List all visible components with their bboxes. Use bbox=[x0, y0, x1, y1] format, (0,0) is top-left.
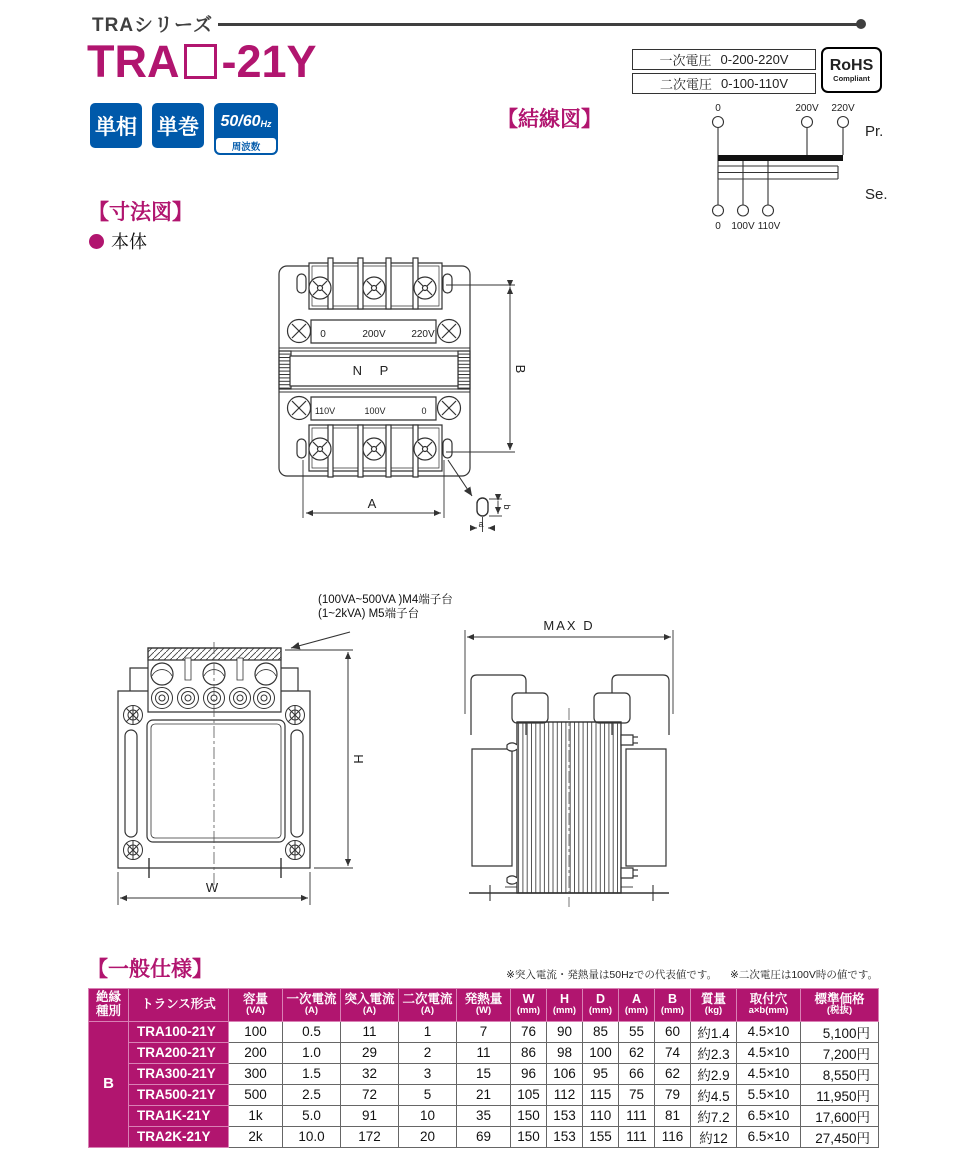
spec-cell: 69 bbox=[457, 1126, 511, 1147]
spec-cell: 5.0 bbox=[283, 1105, 341, 1126]
spec-cell: 35 bbox=[457, 1105, 511, 1126]
frequency-label: 周波数 bbox=[216, 138, 276, 153]
side-view-drawing bbox=[445, 616, 745, 911]
spec-cell: 106 bbox=[547, 1063, 583, 1084]
spec-cell: 11 bbox=[457, 1042, 511, 1063]
model-cell: TRA2K-21Y bbox=[129, 1126, 229, 1147]
wiring-heading: 【結線図】 bbox=[497, 108, 602, 131]
spec-cell: 約1.4 bbox=[691, 1021, 737, 1042]
spec-cell: 150 bbox=[511, 1126, 547, 1147]
spec-cell: 11,950円 bbox=[801, 1084, 879, 1105]
bottom-terminal-label-100v: 100V bbox=[364, 406, 386, 416]
spec-cell: 1.5 bbox=[283, 1063, 341, 1084]
top-terminal-label-0: 0 bbox=[320, 329, 326, 340]
spec-cell: 2.5 bbox=[283, 1084, 341, 1105]
spec-cell: 2 bbox=[399, 1042, 457, 1063]
spec-cell: 約2.3 bbox=[691, 1042, 737, 1063]
secondary-voltage-row bbox=[632, 73, 816, 94]
spec-cell: 111 bbox=[619, 1105, 655, 1126]
primary-voltage-label: 一次電圧 bbox=[659, 53, 712, 68]
spec-cell: 5.5×10 bbox=[737, 1084, 801, 1105]
wiring-top-terminal-220v: 220V bbox=[831, 103, 855, 114]
spec-cell: 81 bbox=[655, 1105, 691, 1126]
voltage-box bbox=[632, 49, 816, 97]
wiring-bottom-terminal-0: 0 bbox=[715, 221, 721, 232]
hole-a-label: a bbox=[478, 519, 484, 529]
spec-cell: 21 bbox=[457, 1084, 511, 1105]
spec-cell: 5,100円 bbox=[801, 1021, 879, 1042]
product-title-prefix: TRA bbox=[87, 36, 180, 87]
spec-cell: 55 bbox=[619, 1021, 655, 1042]
header-rule-dot bbox=[856, 19, 866, 29]
secondary-winding-label: Se. bbox=[865, 186, 888, 203]
hole-b-label: b bbox=[502, 504, 512, 510]
spec-col-header: 取付穴 a×b(mm) bbox=[737, 989, 801, 1022]
spec-cell: 7 bbox=[457, 1021, 511, 1042]
spec-cell: 75 bbox=[619, 1084, 655, 1105]
spec-cell: 27,450円 bbox=[801, 1126, 879, 1147]
spec-col-header: 質量 (kg) bbox=[691, 989, 737, 1022]
specs-note-1: ※突入電流・発熱量は50Hzでの代表値です。 bbox=[506, 969, 718, 981]
terminal-note: (100VA~500VA )M4端子台 (1~2kVA) M5端子台 bbox=[318, 594, 453, 620]
spec-col-header: 発熱量 (W) bbox=[457, 989, 511, 1022]
dim-h-label: H bbox=[351, 754, 366, 764]
product-title-suffix: -21Y bbox=[221, 36, 317, 87]
spec-cell: 116 bbox=[655, 1126, 691, 1147]
spec-col-header: トランス形式 bbox=[129, 989, 229, 1022]
spec-cell: 32 bbox=[341, 1063, 399, 1084]
top-terminal-label-220v: 220V bbox=[411, 329, 435, 340]
spec-cell: 96 bbox=[511, 1063, 547, 1084]
spec-col-header: A (mm) bbox=[619, 989, 655, 1022]
spec-cell: 1k bbox=[229, 1105, 283, 1126]
wiring-bottom-terminal-100v: 100V bbox=[731, 221, 755, 232]
spec-cell: 約7.2 bbox=[691, 1105, 737, 1126]
spec-cell: 60 bbox=[655, 1021, 691, 1042]
spec-cell: 95 bbox=[583, 1063, 619, 1084]
spec-cell: 200 bbox=[229, 1042, 283, 1063]
spec-cell: 150 bbox=[511, 1105, 547, 1126]
spec-cell: 17,600円 bbox=[801, 1105, 879, 1126]
top-terminal-label-200v: 200V bbox=[362, 329, 386, 340]
spec-cell: 153 bbox=[547, 1126, 583, 1147]
spec-cell: 2k bbox=[229, 1126, 283, 1147]
model-cell: TRA200-21Y bbox=[129, 1042, 229, 1063]
primary-winding-label: Pr. bbox=[865, 123, 884, 140]
wiring-top-terminal-200v: 200V bbox=[795, 103, 819, 114]
spec-cell: 79 bbox=[655, 1084, 691, 1105]
spec-table bbox=[88, 988, 879, 1148]
spec-cell: 11 bbox=[341, 1021, 399, 1042]
body-label-text: 本体 bbox=[111, 232, 147, 252]
spec-col-header: H (mm) bbox=[547, 989, 583, 1022]
wiring-diagram bbox=[695, 98, 895, 236]
spec-col-header: 二次電流 (A) bbox=[399, 989, 457, 1022]
spec-cell: 1 bbox=[399, 1021, 457, 1042]
product-title bbox=[87, 36, 317, 88]
spec-table-row bbox=[89, 1084, 879, 1105]
frequency-badge bbox=[214, 103, 278, 155]
spec-cell: 86 bbox=[511, 1042, 547, 1063]
spec-cell: 10.0 bbox=[283, 1126, 341, 1147]
spec-table-row bbox=[89, 1105, 879, 1126]
spec-table-row bbox=[89, 1021, 879, 1042]
spec-cell: 105 bbox=[511, 1084, 547, 1105]
spec-col-header: 突入電流 (A) bbox=[341, 989, 399, 1022]
specs-notes bbox=[440, 967, 878, 982]
spec-cell: 3 bbox=[399, 1063, 457, 1084]
insulation-class-cell: B bbox=[89, 1021, 129, 1147]
model-cell: TRA500-21Y bbox=[129, 1084, 229, 1105]
spec-table-row bbox=[89, 1126, 879, 1147]
spec-cell: 10 bbox=[399, 1105, 457, 1126]
bullet-icon bbox=[89, 234, 104, 249]
spec-table-row bbox=[89, 1063, 879, 1084]
spec-col-header: 容量 (VA) bbox=[229, 989, 283, 1022]
spec-cell: 98 bbox=[547, 1042, 583, 1063]
spec-cell: 7,200円 bbox=[801, 1042, 879, 1063]
spec-cell: 62 bbox=[655, 1063, 691, 1084]
spec-cell: 74 bbox=[655, 1042, 691, 1063]
spec-table-row bbox=[89, 1042, 879, 1063]
spec-col-header: 絶縁 種別 bbox=[89, 989, 129, 1022]
spec-col-header: 標準価格 (税抜) bbox=[801, 989, 879, 1022]
specs-heading: 【一般仕様】 bbox=[87, 958, 213, 981]
spec-cell: 112 bbox=[547, 1084, 583, 1105]
bottom-terminal-label-110v: 110V bbox=[314, 406, 336, 416]
dim-a-label: A bbox=[367, 496, 377, 511]
spec-cell: 約2.9 bbox=[691, 1063, 737, 1084]
nameplate-label: N P bbox=[352, 363, 396, 378]
spec-cell: 153 bbox=[547, 1105, 583, 1126]
spec-cell: 4.5×10 bbox=[737, 1063, 801, 1084]
spec-cell: 5 bbox=[399, 1084, 457, 1105]
spec-cell: 172 bbox=[341, 1126, 399, 1147]
spec-col-header: B (mm) bbox=[655, 989, 691, 1022]
spec-cell: 0.5 bbox=[283, 1021, 341, 1042]
secondary-voltage-label: 二次電圧 bbox=[660, 77, 713, 92]
spec-cell: 約4.5 bbox=[691, 1084, 737, 1105]
spec-cell: 111 bbox=[619, 1126, 655, 1147]
spec-cell: 91 bbox=[341, 1105, 399, 1126]
header-rule bbox=[218, 23, 860, 26]
model-cell: TRA100-21Y bbox=[129, 1021, 229, 1042]
specs-note-2: ※二次電圧は100V時の値です。 bbox=[730, 969, 878, 981]
model-cell: TRA1K-21Y bbox=[129, 1105, 229, 1126]
spec-cell: 66 bbox=[619, 1063, 655, 1084]
spec-cell: 155 bbox=[583, 1126, 619, 1147]
spec-cell: 85 bbox=[583, 1021, 619, 1042]
spec-cell: 29 bbox=[341, 1042, 399, 1063]
dimensions-heading: 【寸法図】 bbox=[88, 201, 193, 224]
spec-cell: 62 bbox=[619, 1042, 655, 1063]
winding-badge: 単巻 bbox=[152, 103, 204, 148]
spec-cell: 6.5×10 bbox=[737, 1126, 801, 1147]
spec-cell: 500 bbox=[229, 1084, 283, 1105]
body-bullet-label bbox=[89, 228, 147, 254]
spec-cell: 110 bbox=[583, 1105, 619, 1126]
wiring-bottom-terminal-110v: 110V bbox=[757, 221, 781, 232]
wiring-top-terminal-0: 0 bbox=[715, 103, 721, 114]
spec-cell: 4.5×10 bbox=[737, 1021, 801, 1042]
spec-cell: 76 bbox=[511, 1021, 547, 1042]
spec-cell: 72 bbox=[341, 1084, 399, 1105]
spec-table-header-row bbox=[89, 989, 879, 1022]
rohs-badge: RoHS Compliant bbox=[821, 47, 882, 93]
dim-w-label: W bbox=[205, 880, 219, 895]
spec-cell: 15 bbox=[457, 1063, 511, 1084]
spec-cell: 115 bbox=[583, 1084, 619, 1105]
primary-voltage-row bbox=[632, 49, 816, 70]
frequency-value: 50/60 Hz bbox=[220, 112, 272, 130]
top-view-drawing bbox=[268, 255, 578, 545]
model-placeholder-box bbox=[184, 44, 217, 79]
spec-cell: 8,550円 bbox=[801, 1063, 879, 1084]
dim-b-label: B bbox=[513, 364, 528, 374]
primary-voltage-value: 0-200-220V bbox=[720, 52, 789, 67]
front-view-drawing bbox=[100, 592, 410, 922]
spec-cell: 90 bbox=[547, 1021, 583, 1042]
spec-cell: 100 bbox=[583, 1042, 619, 1063]
spec-cell: 6.5×10 bbox=[737, 1105, 801, 1126]
bottom-terminal-label-0: 0 bbox=[421, 406, 427, 416]
model-cell: TRA300-21Y bbox=[129, 1063, 229, 1084]
spec-cell: 約12 bbox=[691, 1126, 737, 1147]
series-title: TRAシリーズ bbox=[92, 15, 214, 36]
spec-cell: 300 bbox=[229, 1063, 283, 1084]
secondary-voltage-value: 0-100-110V bbox=[721, 76, 788, 91]
phase-badge: 単相 bbox=[90, 103, 142, 148]
spec-cell: 20 bbox=[399, 1126, 457, 1147]
spec-col-header: 一次電流 (A) bbox=[283, 989, 341, 1022]
spec-cell: 4.5×10 bbox=[737, 1042, 801, 1063]
spec-cell: 100 bbox=[229, 1021, 283, 1042]
spec-col-header: D (mm) bbox=[583, 989, 619, 1022]
spec-cell: 1.0 bbox=[283, 1042, 341, 1063]
spec-col-header: W (mm) bbox=[511, 989, 547, 1022]
dim-maxd-label: MAX D bbox=[543, 618, 595, 633]
